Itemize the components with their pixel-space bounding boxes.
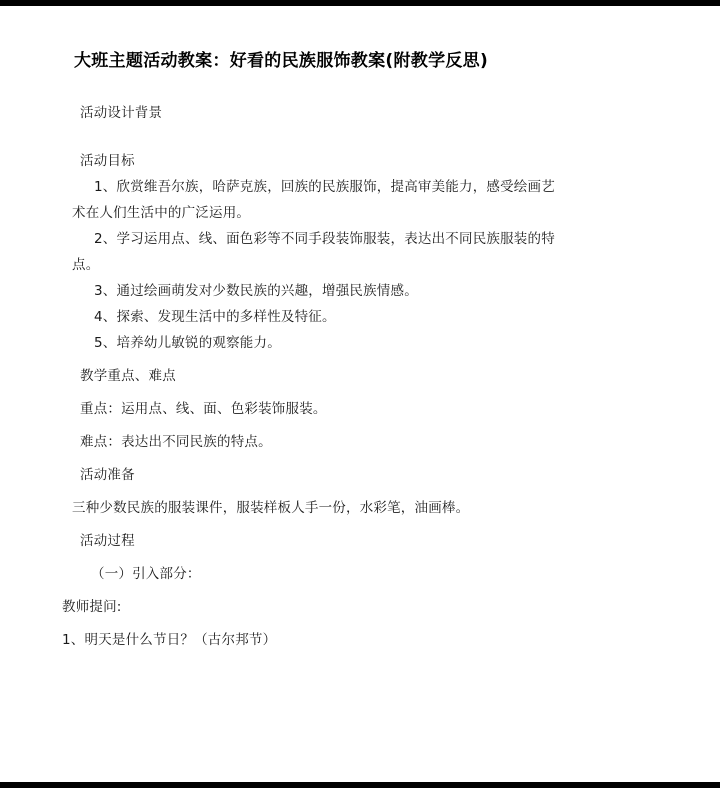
text-difficult-point: 难点：表达出不同民族的特点。 <box>80 434 272 450</box>
document-body <box>62 100 658 653</box>
objective-item-2-line-2: 点。 <box>72 257 100 273</box>
heading-teacher-question: 教师提问: <box>62 599 122 615</box>
objective-item-1-line-1: 1、欣赏维吾尔族，哈萨克族，回族的民族服饰，提高审美能力，感受绘画艺 <box>94 179 555 195</box>
objective-item-4: 4、探索、发现生活中的多样性及特征。 <box>94 309 336 325</box>
text-process-part-one: （一）引入部分： <box>91 566 201 582</box>
objective-item-1-line-2: 术在人们生活中的广泛运用。 <box>72 205 251 221</box>
text-question-one: 1、明天是什么节日？（古尔邦节） <box>62 632 277 648</box>
objective-item-2-line-1: 2、学习运用点、线、面色彩等不同手段装饰服装，表达出不同民族服装的特 <box>94 231 555 247</box>
heading-objectives: 活动目标 <box>80 153 135 169</box>
heading-design-background: 活动设计背景 <box>80 105 163 121</box>
document-content <box>0 6 720 782</box>
objective-item-5: 5、培养幼儿敏锐的观察能力。 <box>94 335 281 351</box>
heading-key-difficulty: 教学重点、难点 <box>80 368 176 384</box>
heading-preparation: 活动准备 <box>80 467 135 483</box>
page-title: 大班主题活动教案：好看的民族服饰教案(附教学反思) <box>74 51 489 71</box>
objective-item-3: 3、通过绘画萌发对少数民族的兴趣，增强民族情感。 <box>94 283 418 299</box>
bottom-border-rule <box>0 782 720 788</box>
text-key-point: 重点：运用点、线、面、色彩装饰服装。 <box>80 401 327 417</box>
text-preparation: 三种少数民族的服装课件，服装样板人手一份，水彩笔，油画棒。 <box>72 500 470 516</box>
heading-process: 活动过程 <box>80 533 135 549</box>
